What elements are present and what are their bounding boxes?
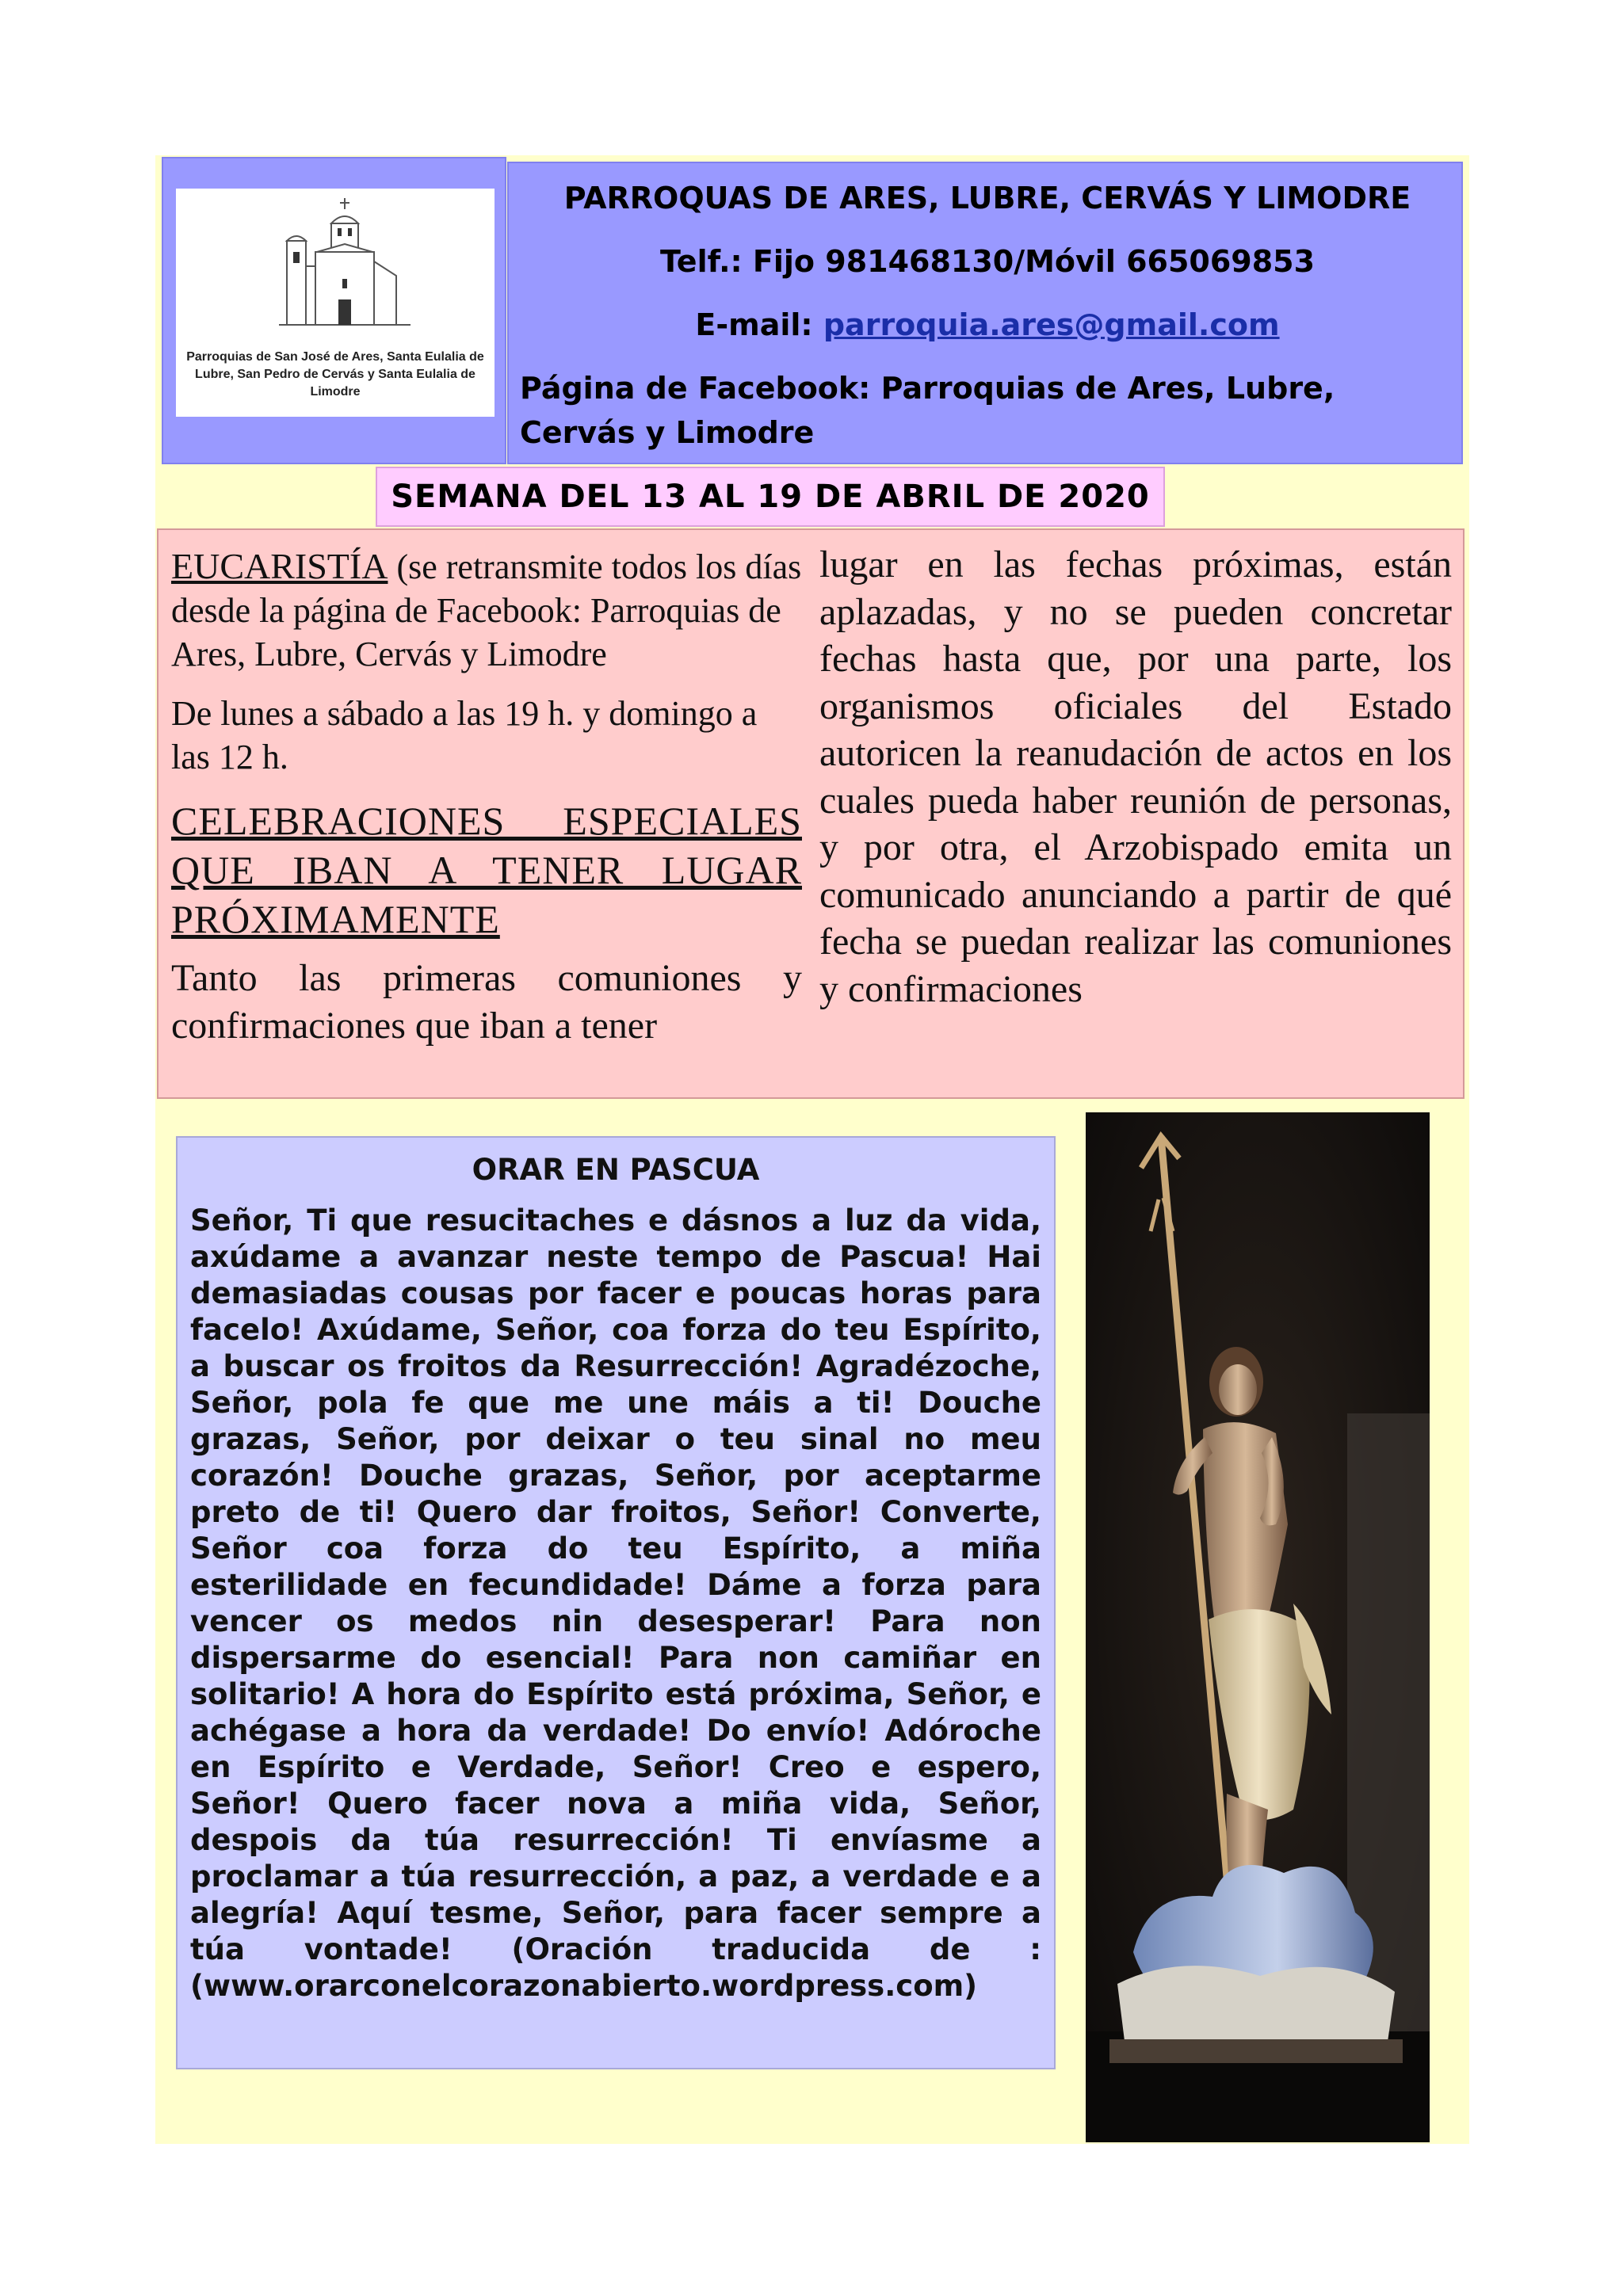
- prayer-text: Señor, Ti que resucitaches e dásnos a luz da vida, axúdame a avanzar neste tempo de Pascua! Hai demasiadas cousas por facer e poucas horas para facelo! Axúdame, Señor, coa forza do teu Espírito, a buscar os froitos da Resurrección! Agradézoche, Señor, pola fe que me une máis a ti! Douche grazas, Señor, por deixar o teu sinal no meu corazón! Douche grazas, Señor, por aceptarme preto de ti! Quero dar froitos, Señor! Converte, Señor coa forza do teu Espírito, a miña esterilidade en fecundidade! Dáme a forza para vencer os medos nin desesperar! Para non dispersarme do esencial! Para non camiñar en solitario! A hora do Espírito está próxima, Señor, e achégase a hora da verdade! Do envío! Adóroche en Espírito e Verdade, Señor! Creo e espero, Señor! Quero facer nova a miña vida, Señor, despois da túa resurrección! Ti envíasme a proclamar a túa resurrección, a paz, a verdade e a alegría! Aquí tesme, Señor, para facer sempre a túa vontade! (Oración traducida de : (www.orarconelcorazonabierto.wordpress.com): [190, 1203, 1041, 2003]
- church-logo-icon: [277, 196, 412, 331]
- celebraciones-heading: CELEBRACIONES ESPECIALES QUE IBAN A TENER LUGAR PRÓXIMAMENTE: [171, 799, 802, 941]
- email-line: [520, 303, 1455, 347]
- celebraciones-text-continued: lugar en las fechas próximas, están aplazadas, y no se pueden concretar fechas hasta que, por una parte, los organismos oficiales del Estado autoricen la reanudación de actos en los cuales pueda haber reunión de personas, y por otra, el Arzobispado emita un comunicado anunciando a partir de qué fecha se puedan realizar las comuniones y confirmaciones: [819, 543, 1452, 1010]
- statue-photo: [1086, 1112, 1430, 2142]
- logo-caption: Parroquias de San José de Ares, Santa Eulalia de Lubre, San Pedro de Cervás y Santa Eulalia de Limodre: [186, 350, 484, 399]
- announcements-column-1: [171, 544, 802, 1050]
- eucaristia-paragraph: [171, 544, 802, 676]
- facebook-line-1: Página de Facebook: Parroquias de Ares, Lubre,: [520, 371, 1335, 406]
- facebook-line-2: Cervás y Limodre: [520, 415, 815, 450]
- logo-panel: [162, 157, 506, 464]
- contact-header: [507, 162, 1463, 464]
- mass-hours: De lunes a sábado a las 19 h. y domingo a las 12 h.: [171, 694, 758, 776]
- prayer-title: ORAR EN PASCUA: [472, 1153, 760, 1187]
- week-banner: SEMANA DEL 13 AL 19 DE ABRIL DE 2020: [376, 467, 1165, 527]
- eucaristia-text: (se retransmite todos los días desde la página de Facebook: Parroquias de Ares, Lubre, Cervás y Limodre: [171, 547, 802, 673]
- risen-christ-statue-image: [1086, 1112, 1430, 2142]
- email-link[interactable]: parroquia.ares@gmail.com: [823, 307, 1280, 342]
- eucaristia-heading: EUCARISTÍA: [171, 546, 388, 586]
- logo: [176, 189, 495, 417]
- email-label: E-mail:: [695, 307, 823, 342]
- phone-line: Telf.: Fijo 981468130/Móvil 665069853: [659, 244, 1316, 279]
- parish-title: PARROQUAS DE ARES, LUBRE, CERVÁS Y LIMODRE: [563, 181, 1411, 215]
- celebraciones-text-start: Tanto las primeras comuniones y confirmaciones que iban a tener: [171, 957, 802, 1047]
- prayer-box: [176, 1136, 1056, 2069]
- announcements-panel: [157, 528, 1465, 1099]
